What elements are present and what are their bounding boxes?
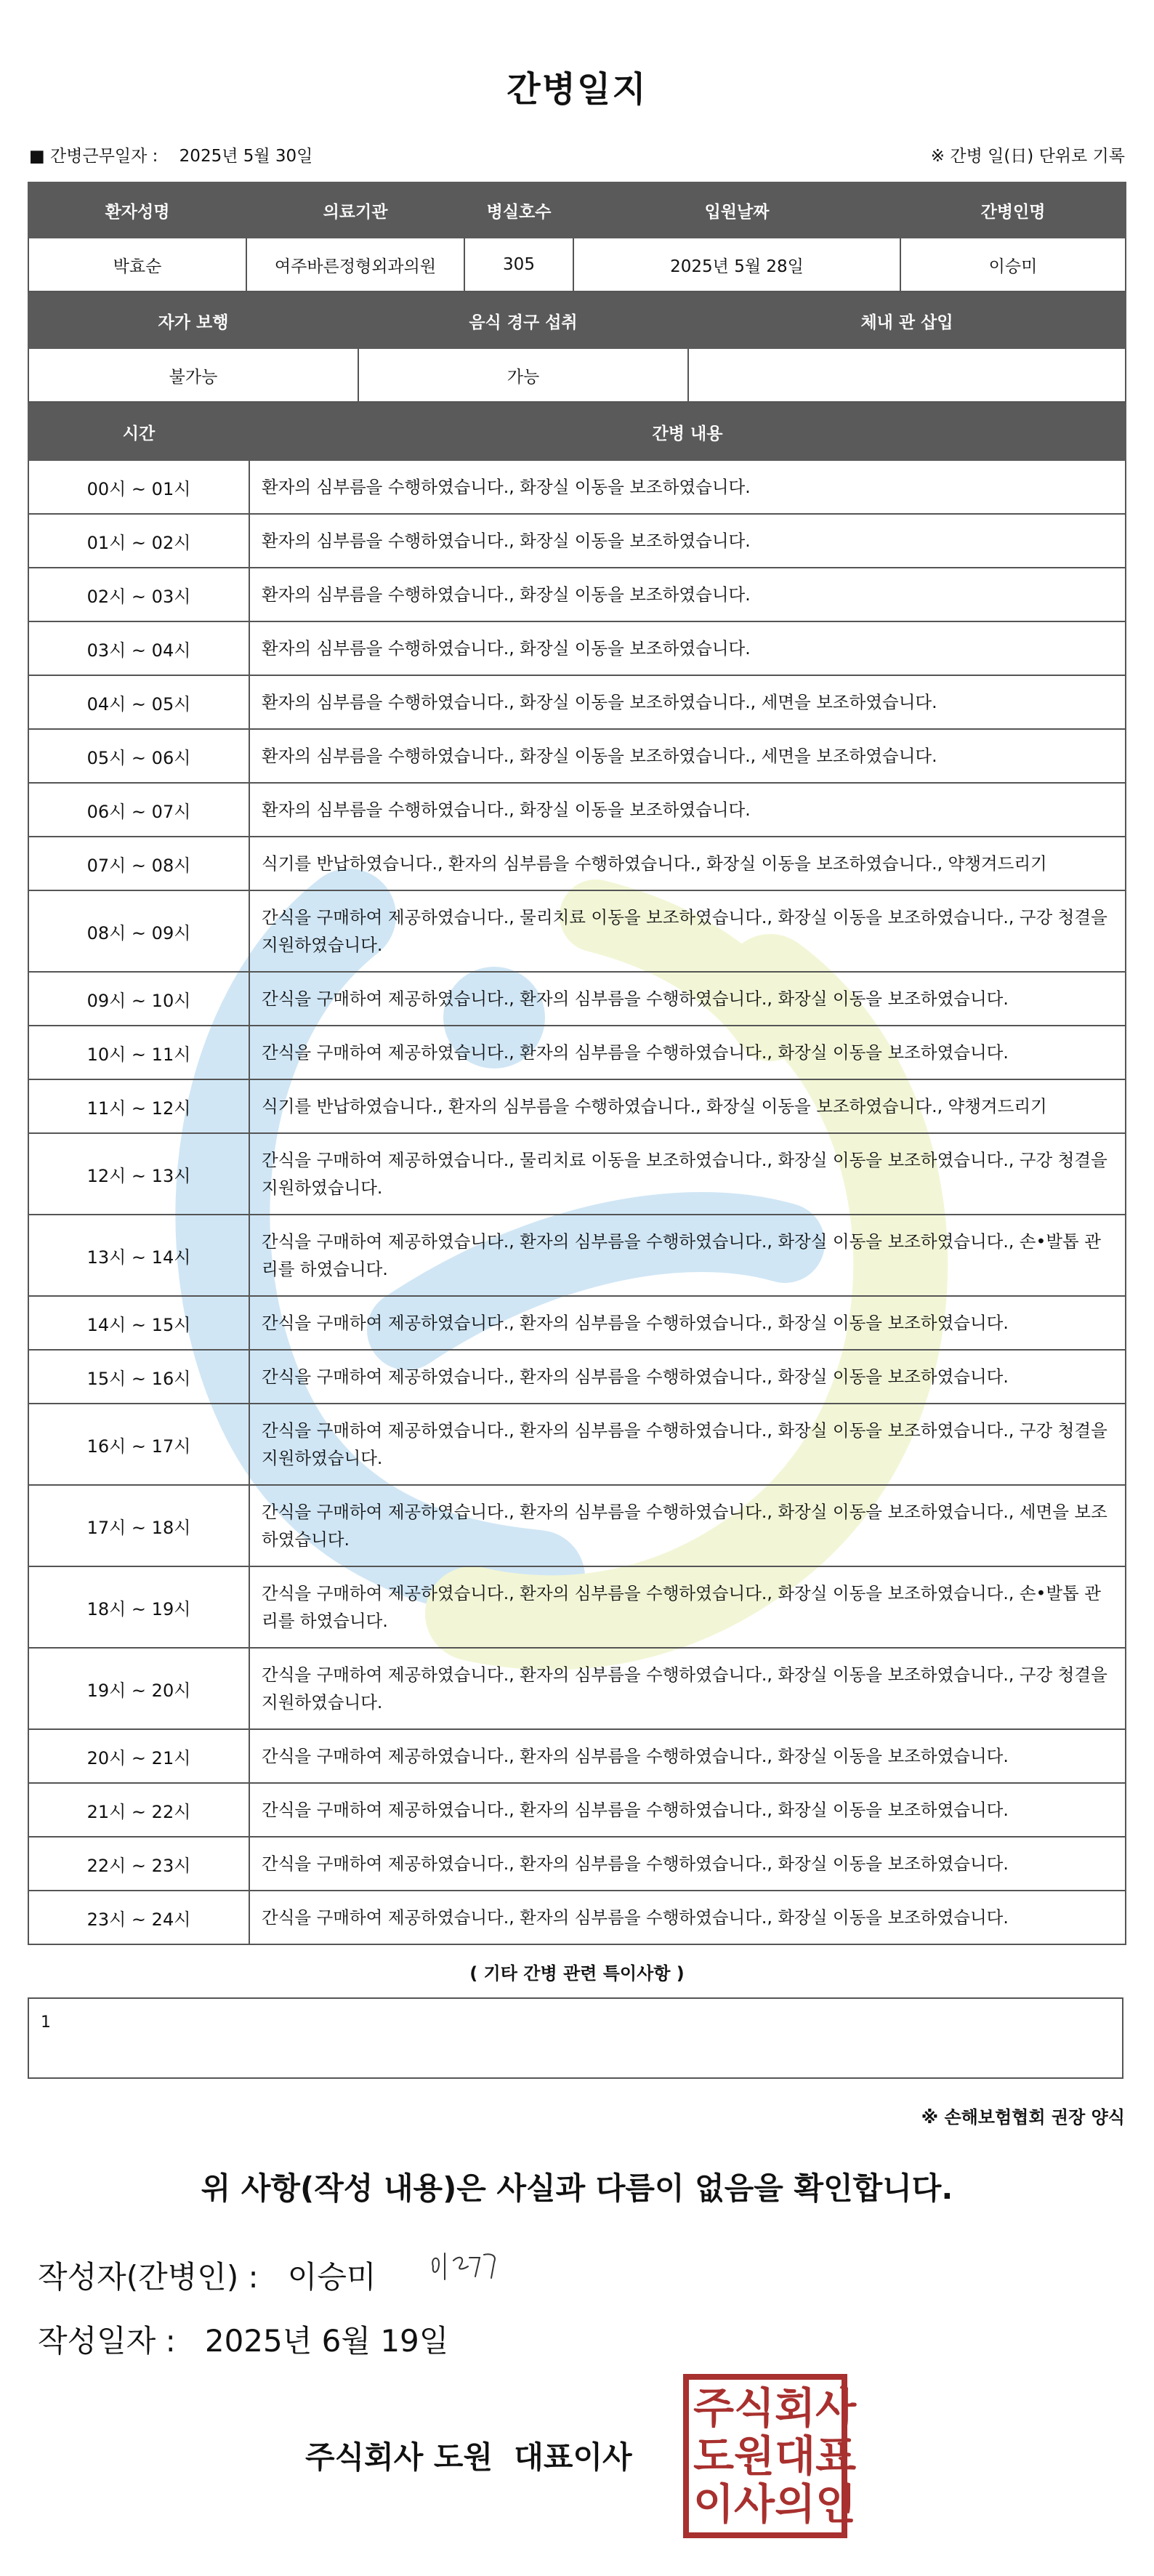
log-row [28, 1215, 1126, 1296]
log-row [28, 1485, 1126, 1566]
log-row [28, 621, 1126, 675]
log-time: 15시 ~ 16시 [28, 1350, 249, 1404]
log-content: 식기를 반납하였습니다., 환자의 심부름을 수행하였습니다., 화장실 이동을 보조하였습니다., 약챙겨드리기 [249, 837, 1126, 890]
log-row [28, 460, 1126, 514]
log-time: 20시 ~ 21시 [28, 1729, 249, 1783]
log-time: 22시 ~ 23시 [28, 1837, 249, 1891]
log-time: 16시 ~ 17시 [28, 1404, 249, 1485]
special-notes-value: 1 [41, 2013, 51, 2032]
date-value: 2025년 6월 19일 [204, 2323, 449, 2359]
log-content: 환자의 심부름을 수행하였습니다., 화장실 이동을 보조하였습니다., 세면을 보조하였습니다. [249, 729, 1126, 783]
log-row [28, 1783, 1126, 1837]
log-content: 환자의 심부름을 수행하였습니다., 화장실 이동을 보조하였습니다. [249, 568, 1126, 621]
log-content: 간식을 구매하여 제공하였습니다., 환자의 심부름을 수행하였습니다., 화장실 이동을 보조하였습니다., 구강 청결을 지원하였습니다. [249, 1648, 1126, 1729]
seal-character: 이 [693, 2479, 735, 2529]
log-content: 간식을 구매하여 제공하였습니다., 환자의 심부름을 수행하였습니다., 화장실 이동을 보조하였습니다., 세면을 보조하였습니다. [249, 1485, 1126, 1566]
seal-character: 회 [775, 2383, 816, 2433]
walking-value: 불가능 [28, 348, 358, 402]
log-row [28, 1837, 1126, 1891]
log-content: 간식을 구매하여 제공하였습니다., 환자의 심부름을 수행하였습니다., 화장실 이동을 보조하였습니다. [249, 1891, 1126, 1944]
care-log-table [28, 403, 1126, 1945]
log-content: 간식을 구매하여 제공하였습니다., 물리치료 이동을 보조하였습니다., 화장실 이동을 보조하였습니다., 구강 청결을 지원하였습니다. [249, 890, 1126, 972]
log-time: 19시 ~ 20시 [28, 1648, 249, 1729]
oral-intake-value: 가능 [358, 348, 688, 402]
seal-character: 의 [775, 2479, 816, 2529]
writer-name: 이승미 [287, 2259, 376, 2295]
log-row [28, 1026, 1126, 1079]
written-date-line [38, 2317, 448, 2361]
log-row [28, 729, 1126, 783]
log-time: 23시 ~ 24시 [28, 1891, 249, 1944]
log-time: 11시 ~ 12시 [28, 1079, 249, 1133]
work-date-value: 2025년 5월 30일 [179, 147, 313, 166]
log-row [28, 514, 1126, 568]
header-room: 병실호수 [464, 182, 573, 238]
special-notes-box [28, 1997, 1123, 2079]
patient-info-table [28, 182, 1126, 292]
log-row [28, 1729, 1126, 1783]
log-time: 04시 ~ 05시 [28, 675, 249, 729]
header-caregiver: 간병인명 [900, 182, 1126, 238]
special-notes-title: ( 기타 간병 관련 특이사항 ) [469, 1963, 685, 1984]
seal-character: 대 [775, 2431, 816, 2481]
log-content: 환자의 심부름을 수행하였습니다., 화장실 이동을 보조하였습니다., 세면을 보조하였습니다. [249, 675, 1126, 729]
tube-value [688, 348, 1126, 402]
log-time: 21시 ~ 22시 [28, 1783, 249, 1837]
log-row [28, 890, 1126, 972]
log-content: 간식을 구매하여 제공하였습니다., 환자의 심부름을 수행하였습니다., 화장실 이동을 보조하였습니다. [249, 1350, 1126, 1404]
log-time: 03시 ~ 04시 [28, 621, 249, 675]
work-date-label: ■ 간병근무일자 : [29, 147, 158, 166]
log-time: 12시 ~ 13시 [28, 1133, 249, 1215]
log-content: 식기를 반납하였습니다., 환자의 심부름을 수행하였습니다., 화장실 이동을 보조하였습니다., 약챙겨드리기 [249, 1079, 1126, 1133]
log-content: 간식을 구매하여 제공하였습니다., 환자의 심부름을 수행하였습니다., 화장실 이동을 보조하였습니다. [249, 1837, 1126, 1891]
log-row [28, 1350, 1126, 1404]
confirm-statement: 위 사항(작성 내용)은 사실과 다름이 없음을 확인합니다. [201, 2170, 953, 2206]
log-time: 10시 ~ 11시 [28, 1026, 249, 1079]
log-content: 환자의 심부름을 수행하였습니다., 화장실 이동을 보조하였습니다. [249, 514, 1126, 568]
header-hospital: 의료기관 [246, 182, 464, 238]
log-time: 05시 ~ 06시 [28, 729, 249, 783]
log-time: 02시 ~ 03시 [28, 568, 249, 621]
unit-note: ※ 간병 일(日) 단위로 기록 [930, 147, 1125, 166]
recommend-note: ※ 손해보험협회 권장 양식 [921, 2107, 1125, 2128]
log-content: 간식을 구매하여 제공하였습니다., 환자의 심부름을 수행하였습니다., 화장실 이동을 보조하였습니다. [249, 1783, 1126, 1837]
log-time: 06시 ~ 07시 [28, 783, 249, 837]
patient-name: 박효순 [28, 238, 246, 291]
log-time: 08시 ~ 09시 [28, 890, 249, 972]
log-content: 환자의 심부름을 수행하였습니다., 화장실 이동을 보조하였습니다. [249, 460, 1126, 514]
log-content: 간식을 구매하여 제공하였습니다., 환자의 심부름을 수행하였습니다., 화장실 이동을 보조하였습니다., 손•발톱 관리를 하였습니다. [249, 1566, 1126, 1648]
seal-character: 원 [734, 2431, 775, 2481]
seal-character: 주 [693, 2383, 735, 2433]
work-date [29, 142, 312, 166]
seal-character: 인 [815, 2479, 857, 2529]
seal-character: 사 [815, 2383, 857, 2433]
log-time: 18시 ~ 19시 [28, 1566, 249, 1648]
header-admission-date: 입원날짜 [573, 182, 900, 238]
log-time: 13시 ~ 14시 [28, 1215, 249, 1296]
log-row [28, 1648, 1126, 1729]
log-row [28, 1404, 1126, 1485]
handwritten-signature [427, 2245, 507, 2288]
log-time: 14시 ~ 15시 [28, 1296, 249, 1350]
log-row [28, 1133, 1126, 1215]
log-content: 환자의 심부름을 수행하였습니다., 화장실 이동을 보조하였습니다. [249, 621, 1126, 675]
log-row [28, 675, 1126, 729]
log-content: 간식을 구매하여 제공하였습니다., 환자의 심부름을 수행하였습니다., 화장실 이동을 보조하였습니다., 손•발톱 관리를 하였습니다. [249, 1215, 1126, 1296]
writer-line [38, 2253, 376, 2297]
company-ceo: 주식회사 도원 대표이사 [305, 2439, 632, 2475]
header-care-content: 간병 내용 [249, 403, 1126, 460]
log-row [28, 972, 1126, 1026]
log-time: 07시 ~ 08시 [28, 837, 249, 890]
caregiver-name: 이승미 [900, 238, 1126, 291]
writer-label: 작성자(간병인) : [38, 2259, 259, 2295]
log-content: 간식을 구매하여 제공하였습니다., 환자의 심부름을 수행하였습니다., 화장실 이동을 보조하였습니다. [249, 972, 1126, 1026]
header-patient-name: 환자성명 [28, 182, 246, 238]
log-row [28, 1296, 1126, 1350]
log-content: 환자의 심부름을 수행하였습니다., 화장실 이동을 보조하였습니다. [249, 783, 1126, 837]
seal-character: 식 [734, 2383, 775, 2433]
admission-date: 2025년 5월 28일 [573, 238, 900, 291]
log-time: 17시 ~ 18시 [28, 1485, 249, 1566]
log-content: 간식을 구매하여 제공하였습니다., 환자의 심부름을 수행하였습니다., 화장실 이동을 보조하였습니다. [249, 1729, 1126, 1783]
log-content: 간식을 구매하여 제공하였습니다., 환자의 심부름을 수행하였습니다., 화장실 이동을 보조하였습니다. [249, 1296, 1126, 1350]
log-time: 00시 ~ 01시 [28, 460, 249, 514]
log-row [28, 837, 1126, 890]
company-seal [683, 2374, 857, 2538]
room-number: 305 [464, 238, 573, 291]
header-oral-intake: 음식 경구 섭취 [358, 293, 688, 348]
header-walking: 자가 보행 [28, 293, 358, 348]
log-content: 간식을 구매하여 제공하였습니다., 환자의 심부름을 수행하였습니다., 화장실 이동을 보조하였습니다. [249, 1026, 1126, 1079]
log-time: 01시 ~ 02시 [28, 514, 249, 568]
log-row [28, 1566, 1126, 1648]
document-title: 간병일지 [507, 69, 647, 110]
log-row [28, 1079, 1126, 1133]
header-time: 시간 [28, 403, 249, 460]
hospital-name: 여주바른정형외과의원 [246, 238, 464, 291]
log-row [28, 568, 1126, 621]
seal-character: 도 [693, 2431, 735, 2481]
header-tube: 체내 관 삽입 [688, 293, 1126, 348]
seal-character: 표 [815, 2431, 857, 2481]
log-row [28, 783, 1126, 837]
log-row [28, 1891, 1126, 1944]
date-label: 작성일자 : [38, 2323, 176, 2359]
seal-character: 사 [734, 2479, 775, 2529]
log-time: 09시 ~ 10시 [28, 972, 249, 1026]
log-content: 간식을 구매하여 제공하였습니다., 환자의 심부름을 수행하였습니다., 화장실 이동을 보조하였습니다., 구강 청결을 지원하였습니다. [249, 1404, 1126, 1485]
log-content: 간식을 구매하여 제공하였습니다., 물리치료 이동을 보조하였습니다., 화장실 이동을 보조하였습니다., 구강 청결을 지원하였습니다. [249, 1133, 1126, 1215]
patient-status-table [28, 292, 1126, 403]
